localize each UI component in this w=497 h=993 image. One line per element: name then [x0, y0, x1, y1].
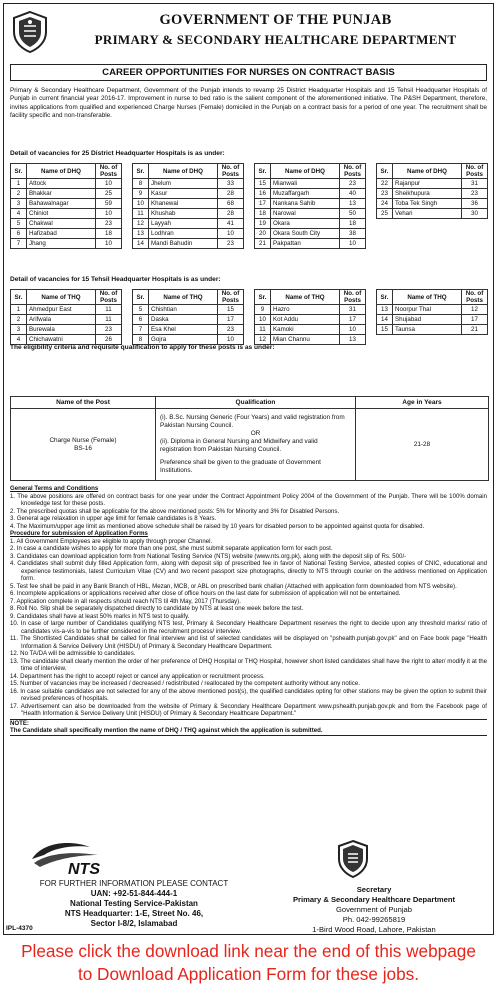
sr-header: Sr.	[11, 164, 27, 179]
table-row	[377, 229, 488, 239]
hospital-name-cell: Esa Khel	[149, 325, 218, 335]
list-item: 2. The prescribed quotas shall be applicable for the above mentioned posts: 5% for Minority and 3% for Disabled Persons.	[10, 507, 340, 515]
nts-logo-text: NTS	[68, 861, 100, 877]
table-header-row	[11, 290, 122, 305]
hospital-name-cell: Rajanpur	[393, 179, 462, 189]
table-header-row	[255, 290, 366, 305]
posts-cell: 13	[340, 199, 366, 209]
sr-cell: 5	[11, 219, 27, 229]
vacancy-table	[376, 289, 488, 345]
sr-cell: 20	[255, 229, 271, 239]
name-header: Name of THQ	[271, 290, 340, 305]
table-row	[11, 199, 122, 209]
age-cell: 21-28	[356, 409, 489, 481]
table-row	[377, 335, 488, 345]
table-row	[377, 315, 488, 325]
posts-header: No. of Posts	[340, 290, 366, 305]
posts-cell: 10	[340, 325, 366, 335]
sr-cell: 2	[11, 189, 27, 199]
hospital-name-cell	[393, 229, 462, 239]
posts-cell: 10	[96, 209, 122, 219]
sr-cell: 23	[377, 189, 393, 199]
hospital-name-cell: Khushab	[149, 209, 218, 219]
hospital-name-cell: Mandi Bahudin	[149, 239, 218, 249]
list-item: 3. General age relaxation in upper age limit for female candidates is 8 Years.	[10, 515, 217, 522]
posts-cell: 30	[462, 209, 488, 219]
sr-cell: 10	[133, 199, 149, 209]
hospital-name-cell: Gojra	[149, 335, 218, 345]
contact-heading: FOR FURTHER INFORMATION PLEASE CONTACT	[39, 879, 229, 888]
hospital-name-cell	[393, 335, 462, 345]
ad-header	[4, 4, 493, 60]
table-row	[133, 325, 244, 335]
secretary-title: Secretary	[356, 885, 392, 894]
posts-cell: 10	[96, 239, 122, 249]
list-item: 7. Application complete in all respects should reach NTS til 4th May, 2017 (Thursday).	[10, 597, 241, 605]
vacancy-table	[132, 289, 244, 345]
posts-cell: 10	[340, 239, 366, 249]
sr-header: Sr.	[133, 164, 149, 179]
table-row	[11, 179, 122, 189]
sr-cell: 15	[255, 179, 271, 189]
list-item: 9. Candidates shall have at least 50% marks in NTS test to qualify.	[10, 612, 190, 620]
posts-cell: 59	[96, 199, 122, 209]
posts-cell: 33	[218, 179, 244, 189]
hospital-name-cell: Taunsa	[393, 325, 462, 335]
hospital-name-cell: Okara South City	[271, 229, 340, 239]
list-item: 1. The above positions are offered on contract basis for one year under the Contract Appointment Policy 2004 of the Government of the Punjab. There will be 100% domain knowledge test for these posts.	[10, 492, 487, 507]
table-row	[133, 209, 244, 219]
vacancy-table	[10, 289, 122, 345]
sr-cell: 2	[11, 315, 27, 325]
header-title-government: GOVERNMENT OF THE PUNJAB	[159, 12, 392, 28]
nts-address-1: NTS Headquarter: 1-E, Street No. 46,	[64, 909, 204, 918]
hospital-name-cell: Kamoki	[271, 325, 340, 335]
posts-header: No. of Posts	[462, 164, 488, 179]
table-row	[255, 219, 366, 229]
department-address: 1-Bird Wood Road, Lahore, Pakistan	[312, 925, 436, 934]
posts-cell: 15	[218, 305, 244, 315]
hospital-name-cell: Pakpattan	[271, 239, 340, 249]
sr-cell: 12	[255, 335, 271, 345]
hospital-name-cell: Lodhran	[149, 229, 218, 239]
sr-cell: 14	[133, 239, 149, 249]
posts-cell: 68	[218, 199, 244, 209]
hospital-name-cell: Mian Channu	[271, 335, 340, 345]
posts-cell: 25	[96, 189, 122, 199]
posts-cell: 11	[96, 315, 122, 325]
table-row	[133, 189, 244, 199]
posts-cell: 10	[96, 179, 122, 189]
posts-cell: 17	[462, 315, 488, 325]
posts-cell: 36	[462, 199, 488, 209]
list-item: 1. All Government Employees are eligible to apply through proper Channel.	[10, 537, 213, 545]
sr-cell: 12	[133, 219, 149, 229]
table-row	[11, 305, 122, 315]
nts-name: National Testing Service-Pakistan	[70, 899, 198, 908]
table-row	[133, 315, 244, 325]
posts-cell	[462, 229, 488, 239]
government-name: Government of Punjab	[336, 905, 412, 914]
name-header: Name of DHQ	[271, 164, 340, 179]
posts-cell: 11	[96, 305, 122, 315]
sr-cell: 1	[11, 179, 27, 189]
vacancy-table	[132, 163, 244, 249]
name-header: Name of DHQ	[27, 164, 96, 179]
posts-cell: 41	[218, 219, 244, 229]
posts-cell: 23	[96, 219, 122, 229]
table-row	[377, 179, 488, 189]
download-note-line1: Please click the download link near the end of this webpage	[21, 941, 476, 961]
sr-cell: 17	[255, 199, 271, 209]
posts-cell: 31	[462, 179, 488, 189]
table-row	[255, 189, 366, 199]
career-banner: CAREER OPPORTUNITIES FOR NURSES ON CONTRACT BASIS	[10, 64, 487, 81]
posts-cell: 23	[218, 325, 244, 335]
list-item: 13. The candidate shall clearly mention the order of her preference of DHQ Hospital or THQ Hospital, however short listed candidates shall have the right to alter/ modify it at the time of interview.	[10, 657, 487, 672]
name-header: Name of THQ	[149, 290, 218, 305]
posts-cell	[462, 335, 488, 345]
hospital-name-cell: Hazro	[271, 305, 340, 315]
posts-header: No. of Posts	[96, 164, 122, 179]
header-title-department: PRIMARY & SECONDARY HEALTHCARE DEPARTMENT	[94, 32, 457, 47]
name-header: Name of DHQ	[149, 164, 218, 179]
table-row	[133, 219, 244, 229]
posts-cell: 23	[340, 179, 366, 189]
posts-cell: 23	[96, 325, 122, 335]
hospital-name-cell: Arifwala	[27, 315, 96, 325]
sr-header: Sr.	[377, 290, 393, 305]
posts-header: No. of Posts	[218, 290, 244, 305]
name-header: Name of DHQ	[393, 164, 462, 179]
table-row	[377, 305, 488, 315]
terms-section	[10, 485, 487, 736]
sr-cell: 8	[133, 335, 149, 345]
job-advertisement	[3, 3, 494, 935]
age-header: Age in Years	[356, 397, 489, 409]
intro-paragraph: Primary & Secondary Healthcare Department, Government of the Punjab intends to revamp 25 District Headquarter Hospitals and 15 Tehsil Headquarter Hospitals of Punjab in current financial year 2016-17. Improvement in nurse to bed ratio is the salient component of the aforementioned initiative. The P&SH Department, therefore, invites applications from qualified and experienced Charge Nurses (Female) domiciled in the Punjab on a contract basis for a period of one year. The recruitment shall be facility specific and non-transferable.	[10, 87, 487, 119]
sr-cell: 13	[133, 229, 149, 239]
table-row	[11, 189, 122, 199]
table-row	[377, 189, 488, 199]
list-item: 15. Number of vacancies may be increased / decreased / redistributed / reallocated by the competent authority without any notice.	[10, 680, 360, 687]
general-terms-heading: General Terms and Conditions	[10, 485, 99, 492]
sr-cell	[377, 229, 393, 239]
sr-cell: 6	[133, 315, 149, 325]
table-row	[133, 305, 244, 315]
hospital-name-cell: Toba Tek Singh	[393, 199, 462, 209]
qualification-option-1: (i). B.Sc. Nursing Generic (Four Years) and valid registration from Pakistan Nursing Council.	[160, 414, 345, 429]
posts-cell: 31	[340, 305, 366, 315]
sr-cell	[377, 335, 393, 345]
posts-cell: 28	[218, 209, 244, 219]
table-header-row	[133, 290, 244, 305]
hospital-name-cell: Layyah	[149, 219, 218, 229]
hospital-name-cell: Bahawalnagar	[27, 199, 96, 209]
hospital-name-cell: Kot Addu	[271, 315, 340, 325]
hospital-name-cell	[393, 219, 462, 229]
posts-cell: 38	[340, 229, 366, 239]
posts-cell: 28	[218, 189, 244, 199]
table-row	[255, 239, 366, 249]
hospital-name-cell: Burewala	[27, 325, 96, 335]
list-item: 14. Department has the right to accept/ reject or cancel any application or recruitment process.	[10, 672, 265, 680]
sr-header: Sr.	[133, 290, 149, 305]
vacancy-table	[254, 163, 366, 249]
posts-header: No. of Posts	[462, 290, 488, 305]
nts-contact	[14, 879, 254, 929]
sr-cell: 22	[377, 179, 393, 189]
sr-cell: 21	[255, 239, 271, 249]
list-item: 6. Incomplete applications or applications received after close of office hours on the last date for submission of application will not be entertained.	[10, 590, 401, 597]
vacancy-table	[10, 163, 122, 249]
table-row	[255, 209, 366, 219]
qualification-option-2: (ii). Diploma in General Nursing and Midwifery and valid registration from Pakistan Nursing Council.	[160, 438, 318, 453]
sr-cell	[377, 219, 393, 229]
hospital-name-cell: Muzaffargarh	[271, 189, 340, 199]
qualification-cell	[156, 409, 356, 481]
department-contact	[258, 885, 490, 935]
punjab-emblem-icon	[10, 10, 50, 54]
eligibility-label: The eligibility criteria and requisite qualification to apply for these posts is as under:	[10, 344, 275, 351]
sr-header: Sr.	[255, 164, 271, 179]
table-row	[11, 315, 122, 325]
sr-cell: 7	[133, 325, 149, 335]
hospital-name-cell: Nankana Sahib	[271, 199, 340, 209]
posts-cell	[462, 239, 488, 249]
table-row	[255, 315, 366, 325]
department-name: Primary & Secondary Healthcare Department	[292, 895, 456, 904]
hospital-name-cell: Attock	[27, 179, 96, 189]
list-item: 16. In case suitable candidates are not selected for any of the above mentioned post(s), the qualified candidates opting for other stations may be given the option to submit their revised preferences of hospitals.	[10, 687, 487, 702]
list-item: 5. Test fee shall be paid in any Bank Branch of HBL, Mezan, MCB, or ABL on prescribed bank challan (Attached with application form downloaded from NTS website).	[10, 582, 457, 590]
table-row	[11, 209, 122, 219]
posts-cell: 26	[96, 335, 122, 345]
table-row	[133, 229, 244, 239]
table-row	[377, 209, 488, 219]
sr-header: Sr.	[255, 290, 271, 305]
list-item: 3. Candidates can download application form from National Testing Service (NTS) website (www.nts.org.pk), along with the deposit slip of Rs. 500/-	[10, 552, 407, 560]
general-terms-list	[10, 493, 487, 531]
table-row	[377, 325, 488, 335]
dhq-section-label: Detail of vacancies for 25 District Headquarter Hospitals is as under:	[10, 150, 225, 157]
table-row	[133, 199, 244, 209]
list-item: 2. In case a candidate wishes to apply for more than one post, she must submit separate application form for each post.	[10, 545, 333, 552]
sr-cell: 25	[377, 209, 393, 219]
post-name: Charge Nurse (Female)	[49, 436, 117, 444]
hospital-name-cell: Sheikhupura	[393, 189, 462, 199]
table-row	[11, 239, 122, 249]
sr-cell: 9	[255, 305, 271, 315]
hospital-name-cell: Noorpur Thal	[393, 305, 462, 315]
posts-cell: 21	[462, 325, 488, 335]
post-scale: BS-16	[74, 444, 92, 452]
posts-cell: 13	[340, 335, 366, 345]
list-item: 17. Advertisement can also be downloaded from the website of Primary & Secondary Healthcare Department www.pshealth.punjab.gov.pk and from the Facebook page of "Health Information & Service Delivery Unit (HISDU) of Primary & Secondary Healthcare Department."	[10, 702, 487, 717]
sr-cell: 19	[255, 219, 271, 229]
hospital-name-cell: Hafizabad	[27, 229, 96, 239]
posts-header: No. of Posts	[96, 290, 122, 305]
final-note	[10, 719, 487, 736]
hospital-name-cell: Narowal	[271, 209, 340, 219]
note-text: The Candidate shall specifically mention the name of DHQ / THQ against which the application is submitted.	[10, 727, 323, 734]
sr-cell: 24	[377, 199, 393, 209]
name-header: Name of THQ	[393, 290, 462, 305]
ipl-code: IPL-4370	[6, 925, 33, 932]
table-row	[255, 179, 366, 189]
hospital-name-cell: Chishtian	[149, 305, 218, 315]
table-header-row	[377, 290, 488, 305]
hospital-name-cell: Chiniot	[27, 209, 96, 219]
punjab-emblem-footer-icon	[336, 839, 370, 879]
hospital-name-cell: Shujabad	[393, 315, 462, 325]
table-row	[377, 219, 488, 229]
sr-cell: 14	[377, 315, 393, 325]
table-row	[377, 239, 488, 249]
sr-cell: 3	[11, 325, 27, 335]
department-phone: Ph. 042-99265819	[342, 915, 406, 924]
vacancy-table	[254, 289, 366, 345]
hospital-name-cell: Bhakkar	[27, 189, 96, 199]
posts-cell: 23	[218, 239, 244, 249]
sr-cell: 16	[255, 189, 271, 199]
ad-footer	[4, 839, 493, 935]
table-header-row	[133, 164, 244, 179]
posts-cell	[462, 219, 488, 229]
posts-cell: 10	[218, 229, 244, 239]
vacancy-table	[376, 163, 488, 249]
hospital-name-cell: Khanewal	[149, 199, 218, 209]
posts-cell: 50	[340, 209, 366, 219]
eligibility-table	[10, 396, 489, 481]
sr-cell: 9	[133, 189, 149, 199]
sr-header: Sr.	[377, 164, 393, 179]
sr-header: Sr.	[11, 290, 27, 305]
download-note-line2: to Download Application Form for these jobs.	[77, 964, 420, 984]
thq-section-label: Detail of vacancies for 15 Tehsil Headquarter Hospitals is as under:	[10, 276, 221, 283]
sr-cell: 18	[255, 209, 271, 219]
post-header: Name of the Post	[11, 397, 156, 409]
table-row	[11, 229, 122, 239]
hospital-name-cell: Jhang	[27, 239, 96, 249]
table-row	[255, 305, 366, 315]
nts-address-2: Sector I-8/2, Islamabad	[90, 919, 178, 928]
hospital-name-cell: Okara	[271, 219, 340, 229]
sr-cell: 15	[377, 325, 393, 335]
sr-cell: 5	[133, 305, 149, 315]
hospital-name-cell: Vehari	[393, 209, 462, 219]
table-row	[133, 179, 244, 189]
hospital-name-cell: Daska	[149, 315, 218, 325]
table-row	[11, 325, 122, 335]
table-header-row	[11, 164, 122, 179]
hospital-name-cell: Chichawatni	[27, 335, 96, 345]
table-row	[133, 239, 244, 249]
sr-cell: 1	[11, 305, 27, 315]
posts-cell: 12	[462, 305, 488, 315]
uan-number: UAN: +92-51-844-444-1	[90, 889, 178, 898]
table-header-row	[377, 164, 488, 179]
sr-cell: 11	[255, 325, 271, 335]
table-row	[11, 219, 122, 229]
sr-cell	[377, 239, 393, 249]
hospital-name-cell: Mianwali	[271, 179, 340, 189]
list-item: 10. In case of large number of Candidates qualifying NTS test, Primary & Secondary Healthcare Department reserves the right to decide upon any threshold marks/ ratio of candidates vis-a-vis to be further considered in the recruitment process/ interview.	[10, 620, 487, 635]
sr-cell: 3	[11, 199, 27, 209]
posts-cell: 40	[340, 189, 366, 199]
qualification-preference: Preference shall be given to the graduate of Government Institutions.	[160, 459, 321, 474]
posts-cell: 18	[96, 229, 122, 239]
list-item: 11. The Shortlisted Candidates shall be called for final interview and list of selected candidates will be displayed on "pshealth.punjab.gov.pk" and on Face book page "Health Information & Service Delivery Unit (HISDU) of Primary & Secondary Healthcare Department.	[10, 635, 487, 650]
sr-cell: 6	[11, 229, 27, 239]
list-item: 12. No TA/DA will be admissible to candidates.	[10, 650, 136, 657]
nts-logo-icon	[28, 841, 110, 877]
sr-cell: 7	[11, 239, 27, 249]
table-row	[377, 199, 488, 209]
procedure-list	[10, 538, 487, 718]
post-cell	[11, 409, 156, 481]
download-note	[0, 940, 497, 986]
posts-header: No. of Posts	[218, 164, 244, 179]
list-item: 8. Roll No. Slip shall be separately dispatched directly to candidate by NTS at least one week before the test.	[10, 605, 304, 612]
name-header: Name of THQ	[27, 290, 96, 305]
sr-cell: 8	[133, 179, 149, 189]
list-item: 4. The Maximum/upper age limit as mentioned above schedule shall be raised by 10 years for disabled person to be appointed against quota for disabled.	[10, 522, 425, 530]
posts-cell: 10	[218, 335, 244, 345]
sr-cell: 4	[11, 209, 27, 219]
hospital-name-cell: Chakwal	[27, 219, 96, 229]
hospital-name-cell: Ahmedpur East	[27, 305, 96, 315]
list-item: 4. Candidates shall submit duly filled Application form, along with deposit slip of prescribed fee in favor of National Testing Service, attested copies of CNIC, educational and experience testimonials, latest Curriculum Vitae (CV) and two recent passport size photographs, directly to NTS through courier on the address mentioned on Application form.	[10, 560, 487, 582]
sr-cell: 13	[377, 305, 393, 315]
procedure-heading: Procedure for submission of Application Forms	[10, 530, 148, 537]
sr-cell: 4	[11, 335, 27, 345]
table-row	[255, 199, 366, 209]
qualification-or: OR	[250, 430, 261, 437]
sr-cell: 11	[133, 209, 149, 219]
note-label: NOTE:	[10, 719, 29, 727]
table-row	[255, 229, 366, 239]
qualification-header: Qualification	[156, 397, 356, 409]
posts-header: No. of Posts	[340, 164, 366, 179]
hospital-name-cell: Kasur	[149, 189, 218, 199]
hospital-name-cell	[393, 239, 462, 249]
hospital-name-cell: Jhelum	[149, 179, 218, 189]
table-header-row	[255, 164, 366, 179]
posts-cell: 23	[462, 189, 488, 199]
posts-cell: 17	[340, 315, 366, 325]
sr-cell: 10	[255, 315, 271, 325]
table-row	[255, 325, 366, 335]
posts-cell: 18	[340, 219, 366, 229]
posts-cell: 17	[218, 315, 244, 325]
